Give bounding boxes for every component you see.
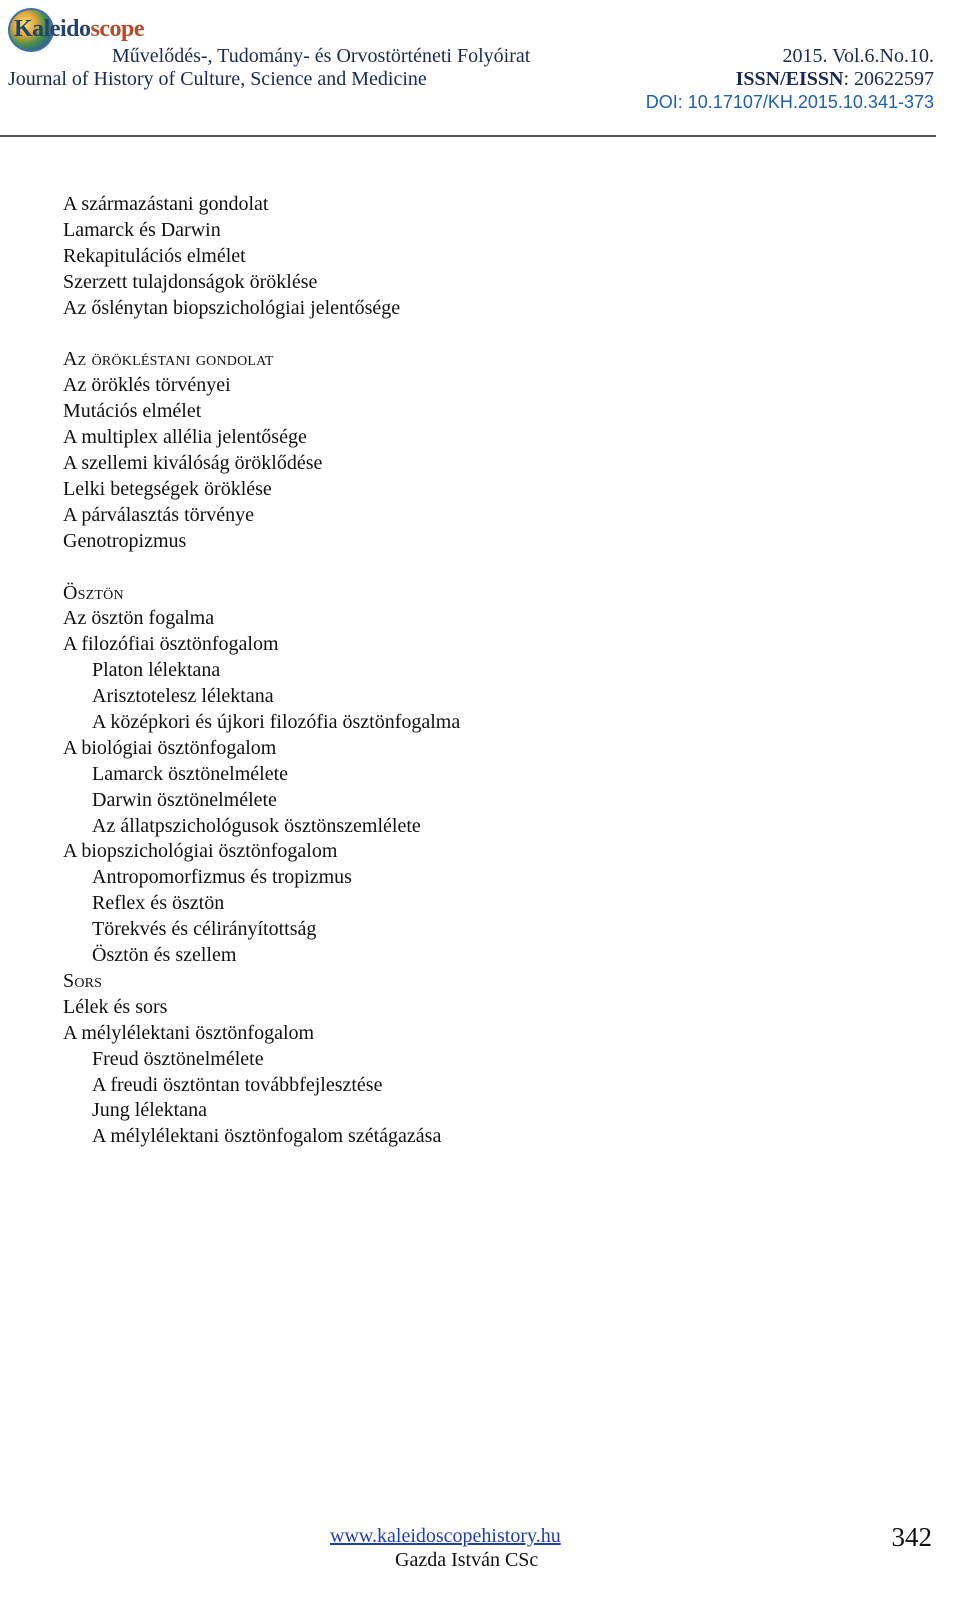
toc-item: A biopszichológiai ösztönfogalom [63, 840, 338, 863]
issn-info [736, 67, 934, 91]
toc-subitem: Jung lélektana [92, 1099, 207, 1122]
page-number: 342 [891, 1522, 932, 1552]
toc-item: Lamarck és Darwin [63, 218, 221, 241]
toc-item: Szerzett tulajdonságok öröklése [63, 270, 318, 293]
toc-item: Az öröklés törvényei [63, 374, 231, 397]
footer-website-link[interactable]: www.kaleidoscopehistory.hu [330, 1525, 561, 1547]
toc-section-heading: Ösztön [63, 581, 124, 604]
toc-section-heading: Sors [63, 969, 103, 992]
toc-subitem: Freud ösztönelmélete [92, 1047, 264, 1070]
journal-title-hungarian: Művelődés-, Tudomány- és Orvostörténeti Folyóirat [112, 45, 531, 67]
doi-link[interactable]: DOI: 10.17107/KH.2015.10.341-373 [645, 92, 934, 112]
toc-item: A származástani gondolat [63, 193, 269, 215]
toc-item: Az őslénytan biopszichológiai jelentősége [63, 296, 401, 319]
toc-subitem: Törekvés és célirányítottság [92, 918, 317, 941]
journal-title-english: Journal of History of Culture, Science and Medicine [8, 68, 427, 90]
toc-item: Mutációs elmélet [63, 400, 202, 423]
toc-item: A szellemi kiválóság öröklődése [63, 452, 323, 475]
toc-item: Rekapitulációs elmélet [63, 244, 246, 267]
header-divider [0, 135, 936, 137]
volume-info: 2015. Vol.6.No.10. [782, 45, 934, 67]
issn-label: ISSN/EISSN [735, 68, 844, 90]
logo-wordmark: Kaleidoscope [14, 16, 145, 42]
toc-subitem: Antropomorfizmus és tropizmus [92, 866, 352, 889]
toc-subitem: Lamarck ösztönelmélete [92, 762, 289, 785]
issn-value: : 20622597 [843, 68, 934, 90]
toc-subitem: Darwin ösztönelmélete [92, 788, 277, 811]
toc-subitem: Platon lélektana [92, 659, 221, 682]
toc-item: Lelki betegségek öröklése [63, 477, 272, 500]
toc-subitem: Az állatpszichológusok ösztönszemlélete [92, 814, 421, 837]
toc-subitem: A freudi ösztöntan továbbfejlesztése [92, 1073, 383, 1096]
toc-item: Genotropizmus [63, 529, 187, 552]
toc-item: A párválasztás törvénye [63, 503, 255, 526]
toc-item: A biológiai ösztönfogalom [63, 736, 277, 759]
footer-author: Gazda István CSc [395, 1549, 539, 1571]
toc-subitem: Ösztön és szellem [92, 944, 237, 967]
table-of-contents [63, 192, 923, 1150]
toc-subitem: Arisztotelesz lélektana [92, 685, 274, 708]
toc-item: Az ösztön fogalma [63, 607, 215, 630]
toc-item: A mélylélektani ösztönfogalom [63, 1021, 315, 1044]
toc-item: Lélek és sors [63, 995, 168, 1018]
toc-subitem: A középkori és újkori filozófia ösztönfogalma [92, 711, 461, 734]
toc-item: A filozófiai ösztönfogalom [63, 633, 279, 656]
toc-subitem: Reflex és ösztön [92, 892, 225, 915]
toc-item: A multiplex allélia jelentősége [63, 426, 307, 449]
toc-section-heading: Az örökléstani gondolat [63, 348, 274, 371]
page-header [0, 0, 960, 142]
toc-subitem: A mélylélektani ösztönfogalom szétágazása [92, 1125, 442, 1148]
